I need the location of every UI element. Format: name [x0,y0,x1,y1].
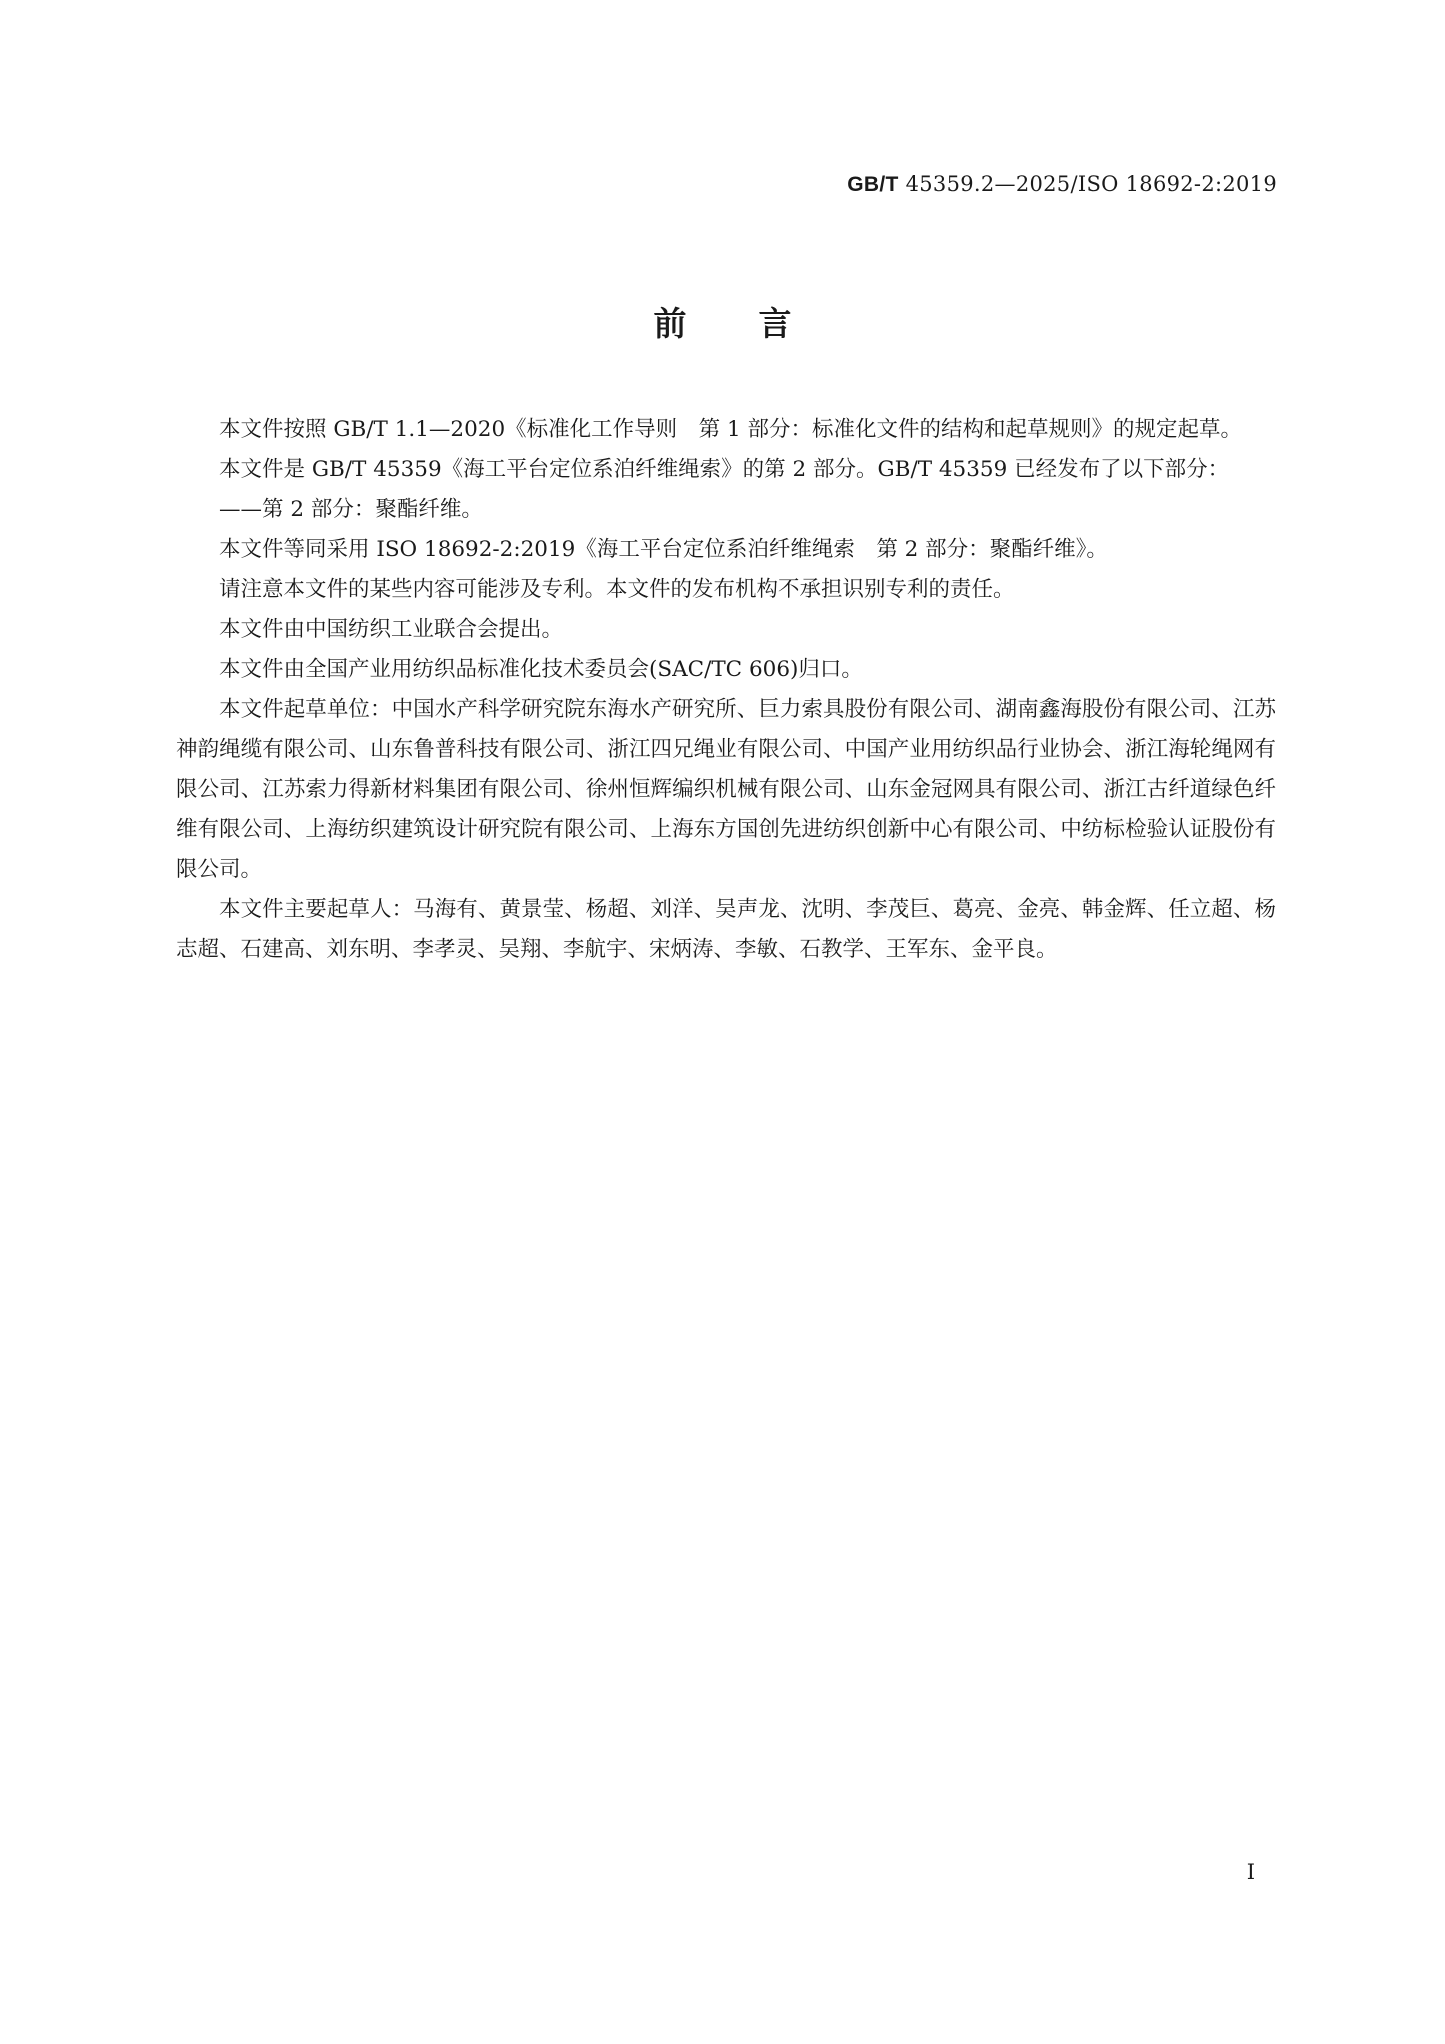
paragraph-part-list-item: ——第 2 部分：聚酯纤维。 [219,497,483,522]
paragraph-proposer: 本文件由中国纺织工业联合会提出。 [219,617,564,642]
document-code-prefix: GB/T [847,173,899,196]
paragraph-series-info: 本文件是 GB/T 45359《海工平台定位系泊纤维绳索》的第 2 部分。GB/T 45359 已经发布了以下部分： [219,457,1230,482]
foreword-body [176,410,1276,970]
paragraph-drafters: 本文件主要起草人：马海有、黄景莹、杨超、刘洋、吴声龙、沈明、李茂巨、葛亮、金亮、韩金辉、任立超、杨志超、石建高、刘东明、李孝灵、吴翔、李航宇、宋炳涛、李敏、石教学、王军东、金平良。 [176,897,1276,962]
paragraph-iso-adoption: 本文件等同采用 ISO 18692-2:2019《海工平台定位系泊纤维绳索 第 2 部分：聚酯纤维》。 [219,537,1108,562]
document-code [847,172,1277,197]
paragraph-technical-committee: 本文件由全国产业用纺织品标准化技术委员会(SAC/TC 606)归口。 [219,657,863,682]
paragraph-drafting-rules: 本文件按照 GB/T 1.1—2020《标准化工作导则 第 1 部分：标准化文件的结构和起草规则》的规定起草。 [219,417,1242,442]
page-number: I [1246,1860,1255,1884]
page-title: 前言 [653,304,864,343]
paragraph-drafting-organizations: 本文件起草单位：中国水产科学研究院东海水产研究所、巨力索具股份有限公司、湖南鑫海股份有限公司、江苏神韵绳缆有限公司、山东鲁普科技有限公司、浙江四兄绳业有限公司、中国产业用纺织品行业协会、浙江海轮绳网有限公司、江苏索力得新材料集团有限公司、徐州恒辉编织机械有限公司、山东金冠网具有限公司、浙江古纤道绿色纤维有限公司、上海纺织建筑设计研究院有限公司、上海东方国创先进纺织创新中心有限公司、中纺标检验认证股份有限公司。 [176,697,1276,882]
paragraph-patent-notice: 请注意本文件的某些内容可能涉及专利。本文件的发布机构不承担识别专利的责任。 [219,577,1015,602]
document-code-number: 45359.2—2025/ISO 18692-2:2019 [898,172,1277,196]
